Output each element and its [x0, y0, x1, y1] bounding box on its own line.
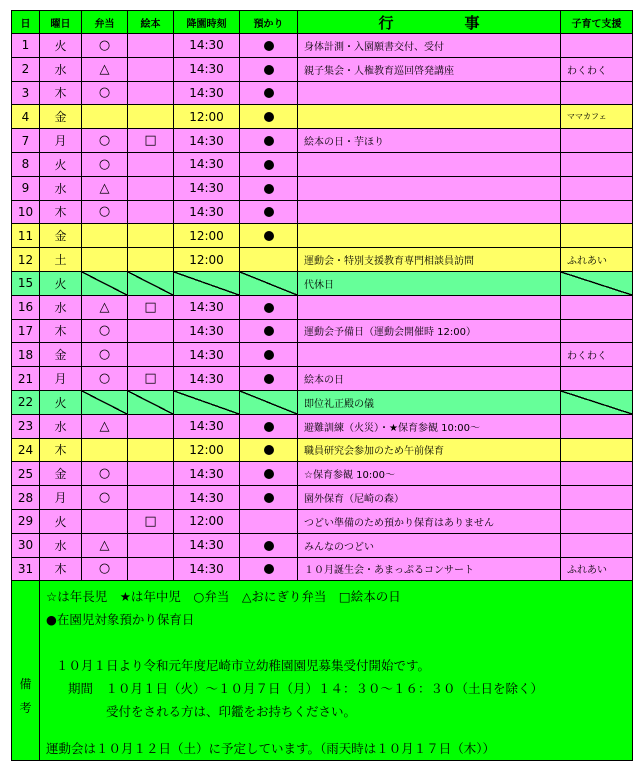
day-cell: 16: [12, 295, 40, 319]
weekday-cell: 水: [40, 414, 82, 438]
care-marker: [264, 88, 274, 98]
schedule-row: [12, 343, 633, 367]
weekday-cell: 水: [40, 176, 82, 200]
dismissal-cell: 14:30: [174, 295, 240, 319]
support-cell: [561, 367, 633, 391]
lunch-cell: △: [82, 414, 128, 438]
lunch-cell: [82, 105, 128, 129]
picturebook-cell: [128, 557, 174, 581]
day-cell: 7: [12, 129, 40, 153]
day-cell: 15: [12, 271, 40, 295]
picturebook-cell: [128, 438, 174, 462]
event-cell: [298, 152, 561, 176]
dismissal-cell: 12:00: [174, 224, 240, 248]
support-cell: ふれあい: [561, 248, 633, 272]
day-cell: 12: [12, 248, 40, 272]
care-marker: [264, 231, 274, 241]
notes-label-1: 備: [19, 676, 32, 691]
childcare-cell: [240, 81, 298, 105]
schedule-row: [12, 557, 633, 581]
picturebook-cell: [128, 105, 174, 129]
lunch-cell: ○: [82, 462, 128, 486]
picturebook-cell: □: [128, 367, 174, 391]
lunch-cell: [82, 271, 128, 295]
support-cell: [561, 129, 633, 153]
october-schedule: [11, 10, 632, 761]
lunch-cell: ○: [82, 367, 128, 391]
header-support: 子育て支援: [561, 11, 633, 34]
childcare-cell: [240, 57, 298, 81]
dismissal-cell: 14:30: [174, 34, 240, 58]
picturebook-cell: □: [128, 129, 174, 153]
header-events: 行 事: [298, 11, 561, 34]
picturebook-cell: [128, 271, 174, 295]
schedule-row: [12, 319, 633, 343]
header-row: [12, 11, 633, 34]
schedule-row: [12, 414, 633, 438]
care-marker: [264, 326, 274, 336]
childcare-cell: [240, 34, 298, 58]
event-cell: つどい準備のため預かり保育はありません: [298, 509, 561, 533]
dismissal-cell: 14:30: [174, 533, 240, 557]
schedule-row: [12, 224, 633, 248]
picturebook-cell: [128, 390, 174, 414]
weekday-cell: 火: [40, 271, 82, 295]
schedule-row: [12, 129, 633, 153]
notes-line-4: 運動会は１０月１２日（土）に予定しています。（雨天時は１０月１７日（木））: [46, 741, 496, 757]
event-cell: 運動会予備日（運動会開催時 12:00）: [298, 319, 561, 343]
event-cell: 運動会・特別支援教育専門相談員訪問: [298, 248, 561, 272]
dismissal-cell: [174, 390, 240, 414]
dismissal-cell: 14:30: [174, 414, 240, 438]
care-marker: [264, 564, 274, 574]
weekday-cell: 水: [40, 57, 82, 81]
header-dismissal: 降園時刻: [174, 11, 240, 34]
childcare-cell: [240, 390, 298, 414]
lunch-cell: ○: [82, 81, 128, 105]
care-marker: [264, 65, 274, 75]
day-cell: 17: [12, 319, 40, 343]
care-marker: [264, 445, 274, 455]
support-cell: ふれあい: [561, 557, 633, 581]
event-cell: 親子集会・人権教育巡回啓発講座: [298, 57, 561, 81]
dismissal-cell: 12:00: [174, 509, 240, 533]
schedule-table: [11, 10, 633, 761]
support-cell: [561, 81, 633, 105]
support-cell: [561, 176, 633, 200]
day-cell: 25: [12, 462, 40, 486]
dismissal-cell: 12:00: [174, 105, 240, 129]
picturebook-cell: [128, 414, 174, 438]
care-marker: [264, 350, 274, 360]
weekday-cell: 木: [40, 557, 82, 581]
schedule-row: [12, 533, 633, 557]
legend-line-2: ●在園児対象預かり保育日: [46, 612, 195, 628]
care-marker: [264, 374, 274, 384]
support-cell: [561, 200, 633, 224]
event-cell: みんなのつどい: [298, 533, 561, 557]
lunch-cell: [82, 438, 128, 462]
lunch-cell: [82, 390, 128, 414]
childcare-cell: [240, 414, 298, 438]
schedule-row: [12, 248, 633, 272]
picturebook-cell: [128, 319, 174, 343]
picturebook-cell: [128, 533, 174, 557]
dismissal-cell: 14:30: [174, 57, 240, 81]
childcare-cell: [240, 176, 298, 200]
schedule-row: [12, 105, 633, 129]
care-marker: [264, 136, 274, 146]
picturebook-cell: [128, 34, 174, 58]
picturebook-cell: [128, 462, 174, 486]
picturebook-cell: [128, 224, 174, 248]
support-cell: [561, 390, 633, 414]
notes-line-3: 受付をされる方は、印鑑をお持ちください。: [106, 704, 357, 720]
dismissal-cell: 14:30: [174, 129, 240, 153]
dismissal-cell: 12:00: [174, 438, 240, 462]
day-cell: 4: [12, 105, 40, 129]
schedule-row: [12, 34, 633, 58]
event-cell: 絵本の日: [298, 367, 561, 391]
day-cell: 9: [12, 176, 40, 200]
support-cell: [561, 319, 633, 343]
childcare-cell: [240, 248, 298, 272]
dismissal-cell: 14:30: [174, 343, 240, 367]
picturebook-cell: □: [128, 509, 174, 533]
support-cell: [561, 486, 633, 510]
childcare-cell: [240, 105, 298, 129]
lunch-cell: ○: [82, 557, 128, 581]
notes-body: [40, 581, 633, 761]
event-cell: [298, 105, 561, 129]
lunch-cell: ○: [82, 200, 128, 224]
event-cell: 職員研究会参加のため午前保育: [298, 438, 561, 462]
notes-label-2: 考: [19, 700, 32, 715]
schedule-row: [12, 462, 633, 486]
weekday-cell: 火: [40, 152, 82, 176]
dismissal-cell: 12:00: [174, 248, 240, 272]
support-cell: [561, 295, 633, 319]
support-cell: [561, 271, 633, 295]
event-cell: １０月誕生会・あまっぷるコンサート: [298, 557, 561, 581]
day-cell: 23: [12, 414, 40, 438]
notes-label: [12, 581, 40, 761]
event-cell: ☆保育参観 10:00～: [298, 462, 561, 486]
care-marker: [264, 41, 274, 51]
event-cell: [298, 176, 561, 200]
childcare-cell: [240, 319, 298, 343]
picturebook-cell: [128, 486, 174, 510]
lunch-cell: ○: [82, 343, 128, 367]
dismissal-cell: 14:30: [174, 462, 240, 486]
weekday-cell: 月: [40, 129, 82, 153]
support-cell: [561, 438, 633, 462]
event-cell: 代休日: [298, 271, 561, 295]
header-weekday: 曜日: [40, 11, 82, 34]
day-cell: 8: [12, 152, 40, 176]
notes-row: [12, 581, 633, 761]
event-cell: 身体計測・入園願書交付、受付: [298, 34, 561, 58]
schedule-row: [12, 367, 633, 391]
schedule-row: [12, 390, 633, 414]
schedule-row: [12, 486, 633, 510]
schedule-row: [12, 57, 633, 81]
support-cell: [561, 533, 633, 557]
day-cell: 1: [12, 34, 40, 58]
day-cell: 2: [12, 57, 40, 81]
schedule-row: [12, 295, 633, 319]
weekday-cell: 金: [40, 105, 82, 129]
childcare-cell: [240, 200, 298, 224]
childcare-cell: [240, 486, 298, 510]
event-cell: [298, 224, 561, 248]
header-lunch: 弁当: [82, 11, 128, 34]
weekday-cell: 火: [40, 509, 82, 533]
picturebook-cell: [128, 176, 174, 200]
lunch-cell: [82, 248, 128, 272]
event-cell: 絵本の日・芋ほり: [298, 129, 561, 153]
care-marker: [264, 303, 274, 313]
event-cell: [298, 295, 561, 319]
care-marker: [264, 541, 274, 551]
dismissal-cell: 14:30: [174, 486, 240, 510]
childcare-cell: [240, 224, 298, 248]
weekday-cell: 金: [40, 224, 82, 248]
lunch-cell: [82, 509, 128, 533]
lunch-cell: ○: [82, 129, 128, 153]
lunch-cell: △: [82, 176, 128, 200]
lunch-cell: ○: [82, 319, 128, 343]
header-childcare: 預かり: [240, 11, 298, 34]
notes-line-1: １０月１日より令和元年度尼崎市立幼稚園園児募集受付開始です。: [56, 658, 431, 674]
dismissal-cell: 14:30: [174, 200, 240, 224]
dismissal-cell: [174, 271, 240, 295]
dismissal-cell: 14:30: [174, 319, 240, 343]
weekday-cell: 月: [40, 367, 82, 391]
childcare-cell: [240, 295, 298, 319]
dismissal-cell: 14:30: [174, 367, 240, 391]
schedule-body: [12, 34, 633, 581]
childcare-cell: [240, 438, 298, 462]
lunch-cell: △: [82, 295, 128, 319]
schedule-row: [12, 176, 633, 200]
lunch-cell: ○: [82, 152, 128, 176]
support-cell: [561, 414, 633, 438]
picturebook-cell: [128, 248, 174, 272]
childcare-cell: [240, 509, 298, 533]
lunch-cell: ○: [82, 34, 128, 58]
childcare-cell: [240, 129, 298, 153]
day-cell: 18: [12, 343, 40, 367]
childcare-cell: [240, 462, 298, 486]
care-marker: [264, 160, 274, 170]
care-marker: [264, 184, 274, 194]
childcare-cell: [240, 343, 298, 367]
dismissal-cell: 14:30: [174, 176, 240, 200]
support-cell: わくわく: [561, 57, 633, 81]
dismissal-cell: 14:30: [174, 557, 240, 581]
support-cell: ママカフェ: [561, 105, 633, 129]
lunch-cell: △: [82, 533, 128, 557]
care-marker: [264, 207, 274, 217]
weekday-cell: 金: [40, 343, 82, 367]
schedule-row: [12, 152, 633, 176]
day-cell: 24: [12, 438, 40, 462]
event-cell: [298, 343, 561, 367]
support-cell: [561, 34, 633, 58]
support-cell: [561, 462, 633, 486]
picturebook-cell: [128, 81, 174, 105]
childcare-cell: [240, 533, 298, 557]
day-cell: 29: [12, 509, 40, 533]
support-cell: わくわく: [561, 343, 633, 367]
weekday-cell: 火: [40, 390, 82, 414]
day-cell: 28: [12, 486, 40, 510]
weekday-cell: 木: [40, 319, 82, 343]
day-cell: 11: [12, 224, 40, 248]
lunch-cell: [82, 224, 128, 248]
lunch-cell: △: [82, 57, 128, 81]
schedule-row: [12, 271, 633, 295]
support-cell: [561, 509, 633, 533]
childcare-cell: [240, 152, 298, 176]
picturebook-cell: [128, 57, 174, 81]
support-cell: [561, 224, 633, 248]
care-marker: [264, 493, 274, 503]
day-cell: 21: [12, 367, 40, 391]
dismissal-cell: 14:30: [174, 81, 240, 105]
weekday-cell: 木: [40, 438, 82, 462]
schedule-row: [12, 81, 633, 105]
childcare-cell: [240, 557, 298, 581]
event-cell: [298, 81, 561, 105]
support-cell: [561, 152, 633, 176]
header-picturebook: 絵本: [128, 11, 174, 34]
picturebook-cell: □: [128, 295, 174, 319]
schedule-row: [12, 200, 633, 224]
dismissal-cell: 14:30: [174, 152, 240, 176]
event-cell: 即位礼正殿の儀: [298, 390, 561, 414]
weekday-cell: 金: [40, 462, 82, 486]
weekday-cell: 水: [40, 295, 82, 319]
event-cell: 園外保育（尼崎の森）: [298, 486, 561, 510]
day-cell: 30: [12, 533, 40, 557]
schedule-row: [12, 509, 633, 533]
lunch-cell: ○: [82, 486, 128, 510]
day-cell: 3: [12, 81, 40, 105]
picturebook-cell: [128, 200, 174, 224]
header-day: 日: [12, 11, 40, 34]
event-cell: [298, 200, 561, 224]
childcare-cell: [240, 271, 298, 295]
care-marker: [264, 469, 274, 479]
day-cell: 22: [12, 390, 40, 414]
picturebook-cell: [128, 343, 174, 367]
care-marker: [264, 112, 274, 122]
picturebook-cell: [128, 152, 174, 176]
weekday-cell: 土: [40, 248, 82, 272]
weekday-cell: 木: [40, 81, 82, 105]
event-cell: 避難訓練（火災）・★保育参観 10:00～: [298, 414, 561, 438]
notes-line-2: 期間 １０月１日（火）～１０月７日（月）１４：３０～１６：３０（土日を除く）: [68, 681, 544, 697]
day-cell: 31: [12, 557, 40, 581]
childcare-cell: [240, 367, 298, 391]
weekday-cell: 火: [40, 34, 82, 58]
schedule-row: [12, 438, 633, 462]
weekday-cell: 月: [40, 486, 82, 510]
care-marker: [264, 422, 274, 432]
weekday-cell: 水: [40, 533, 82, 557]
legend-line-1: ☆は年長児 ★は年中児 ○弁当 △おにぎり弁当 □絵本の日: [46, 589, 401, 605]
weekday-cell: 木: [40, 200, 82, 224]
day-cell: 10: [12, 200, 40, 224]
